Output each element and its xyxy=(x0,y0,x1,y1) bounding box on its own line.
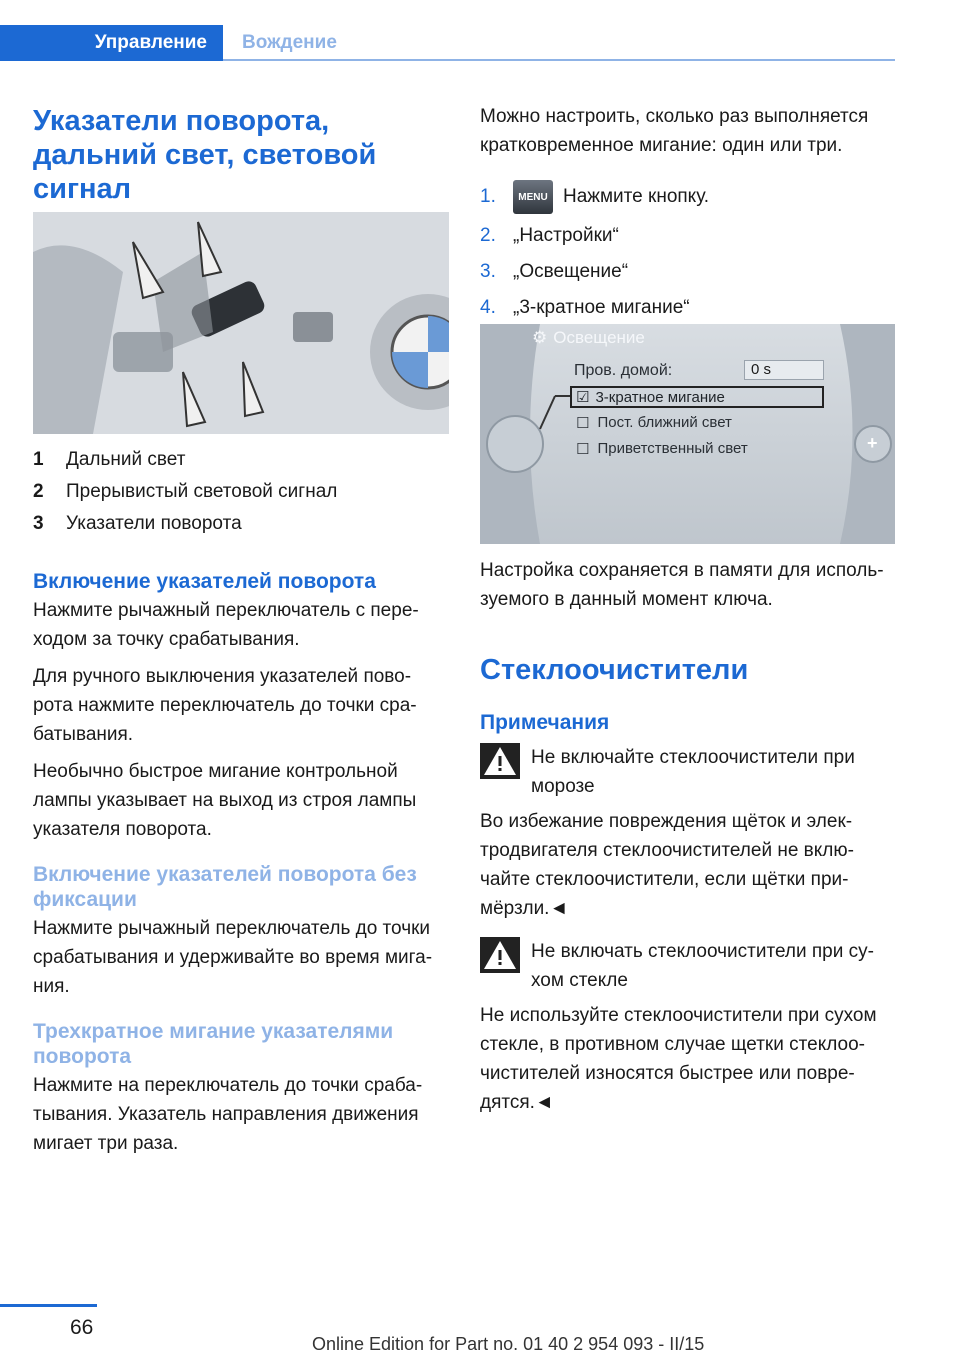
footer-rule xyxy=(0,1304,97,1307)
right-intro xyxy=(480,102,895,168)
menu-button-icon: MENU xyxy=(513,180,553,214)
lever-illustration xyxy=(33,212,449,434)
heading-triple-turn-signal: Трехкратное мигание указателями поворота xyxy=(33,1020,394,1068)
warning-icon xyxy=(480,743,520,779)
warning-note: Не включайте стеклоочистители при морозе xyxy=(480,743,895,801)
gear-icon: ⚙ xyxy=(532,328,548,347)
checkbox-icon: ☐ xyxy=(576,441,590,458)
home-light-value[interactable]: 0 s xyxy=(744,360,824,380)
steps-list xyxy=(480,176,895,326)
idrive-screen xyxy=(480,324,895,544)
step-item: 3. „Освещение“ xyxy=(480,261,629,282)
after-screen-text xyxy=(480,556,895,622)
paragraph: Нажмите рычажный переключатель с пере-ходом за точку срабатывания. xyxy=(33,600,419,650)
welcome-light-option[interactable]: ☐ Приветственный свет xyxy=(576,440,748,458)
tab-controls[interactable]: Управление xyxy=(0,25,223,61)
edition-footer: Online Edition for Part no. 01 40 2 954 093 - II/15 xyxy=(312,1334,705,1354)
warning-icon xyxy=(480,937,520,973)
legend-item: 3 Указатели поворота xyxy=(33,513,242,534)
paragraph: Нажмите на переключатель до точки сраба-тывания. Указатель направления движения мигает три раза. xyxy=(33,1075,423,1154)
paragraph: Во избежание повреждения щёток и элек-тродвигателя стеклоочистителей не вклю-чайте стеклоочистители, если щётки при-мёрзли.◄ xyxy=(480,811,854,919)
checkbox-checked-icon: ☑ xyxy=(576,389,590,406)
paragraph: Настройка сохраняется в памяти для исполь-зуемого в данный момент ключа. xyxy=(480,560,884,610)
step-item: 2. „Настройки“ xyxy=(480,225,619,246)
heading-turn-signal-on: Включение указателей поворота xyxy=(33,570,376,593)
legend-item: 2 Прерывистый световой сигнал xyxy=(33,481,338,502)
wipers-title: Стеклоочистители xyxy=(480,654,749,686)
tab-underline xyxy=(223,59,895,61)
screen-title: ⚙ Освещение xyxy=(532,328,645,347)
step-item: 4. „3-кратное мигание“ xyxy=(480,297,690,318)
screen-decoration xyxy=(480,324,895,544)
paragraph: Для ручного выключения указателей пово-рота нажмите переключатель до точки сра-батывания. xyxy=(33,666,417,745)
tab-driving[interactable]: Вождение xyxy=(242,32,337,53)
paragraph: Не используйте стеклоочистители при сухом стекле, в противном случае щетки стеклоо-чистителей износятся быстрее или повре-дятся.◄ xyxy=(480,1005,877,1113)
section-title: Указатели поворота, дальний свет, световой сигнал xyxy=(33,105,377,205)
legend-item: 1 Дальний свет xyxy=(33,449,186,470)
paragraph: Необычно быстрое мигание контрольной лампы указывает на выход из строя лампы указателя поворота. xyxy=(33,761,417,840)
paragraph: Нажмите рычажный переключатель до точки срабатывания и удерживайте во время мига-ния. xyxy=(33,918,433,997)
chapter-tabs xyxy=(0,25,895,61)
warning-note: Не включать стеклоочистители при су-хом стекле xyxy=(480,937,895,995)
notes-heading: Примечания xyxy=(480,711,610,734)
low-beam-option[interactable]: ☐ Пост. ближний свет xyxy=(576,414,732,432)
paragraph: Можно настроить, сколько раз выполняется кратковременное мигание: один или три. xyxy=(480,106,869,156)
home-light-label: Пров. домой: xyxy=(574,362,673,379)
step-item: 1. MENU Нажмите кнопку. xyxy=(480,176,895,218)
checkbox-icon: ☐ xyxy=(576,415,590,432)
notes-block xyxy=(480,710,895,1125)
heading-turn-signal-momentary: Включение указателей поворота без фиксации xyxy=(33,863,417,911)
turn-signal-lever-photo xyxy=(33,212,449,434)
plus-icon: + xyxy=(867,433,878,453)
page-number: 66 xyxy=(70,1316,94,1339)
left-text-block xyxy=(33,569,449,1166)
photo-legend xyxy=(33,446,449,542)
triple-blink-option[interactable]: ☑ 3-кратное мигание xyxy=(570,386,824,408)
